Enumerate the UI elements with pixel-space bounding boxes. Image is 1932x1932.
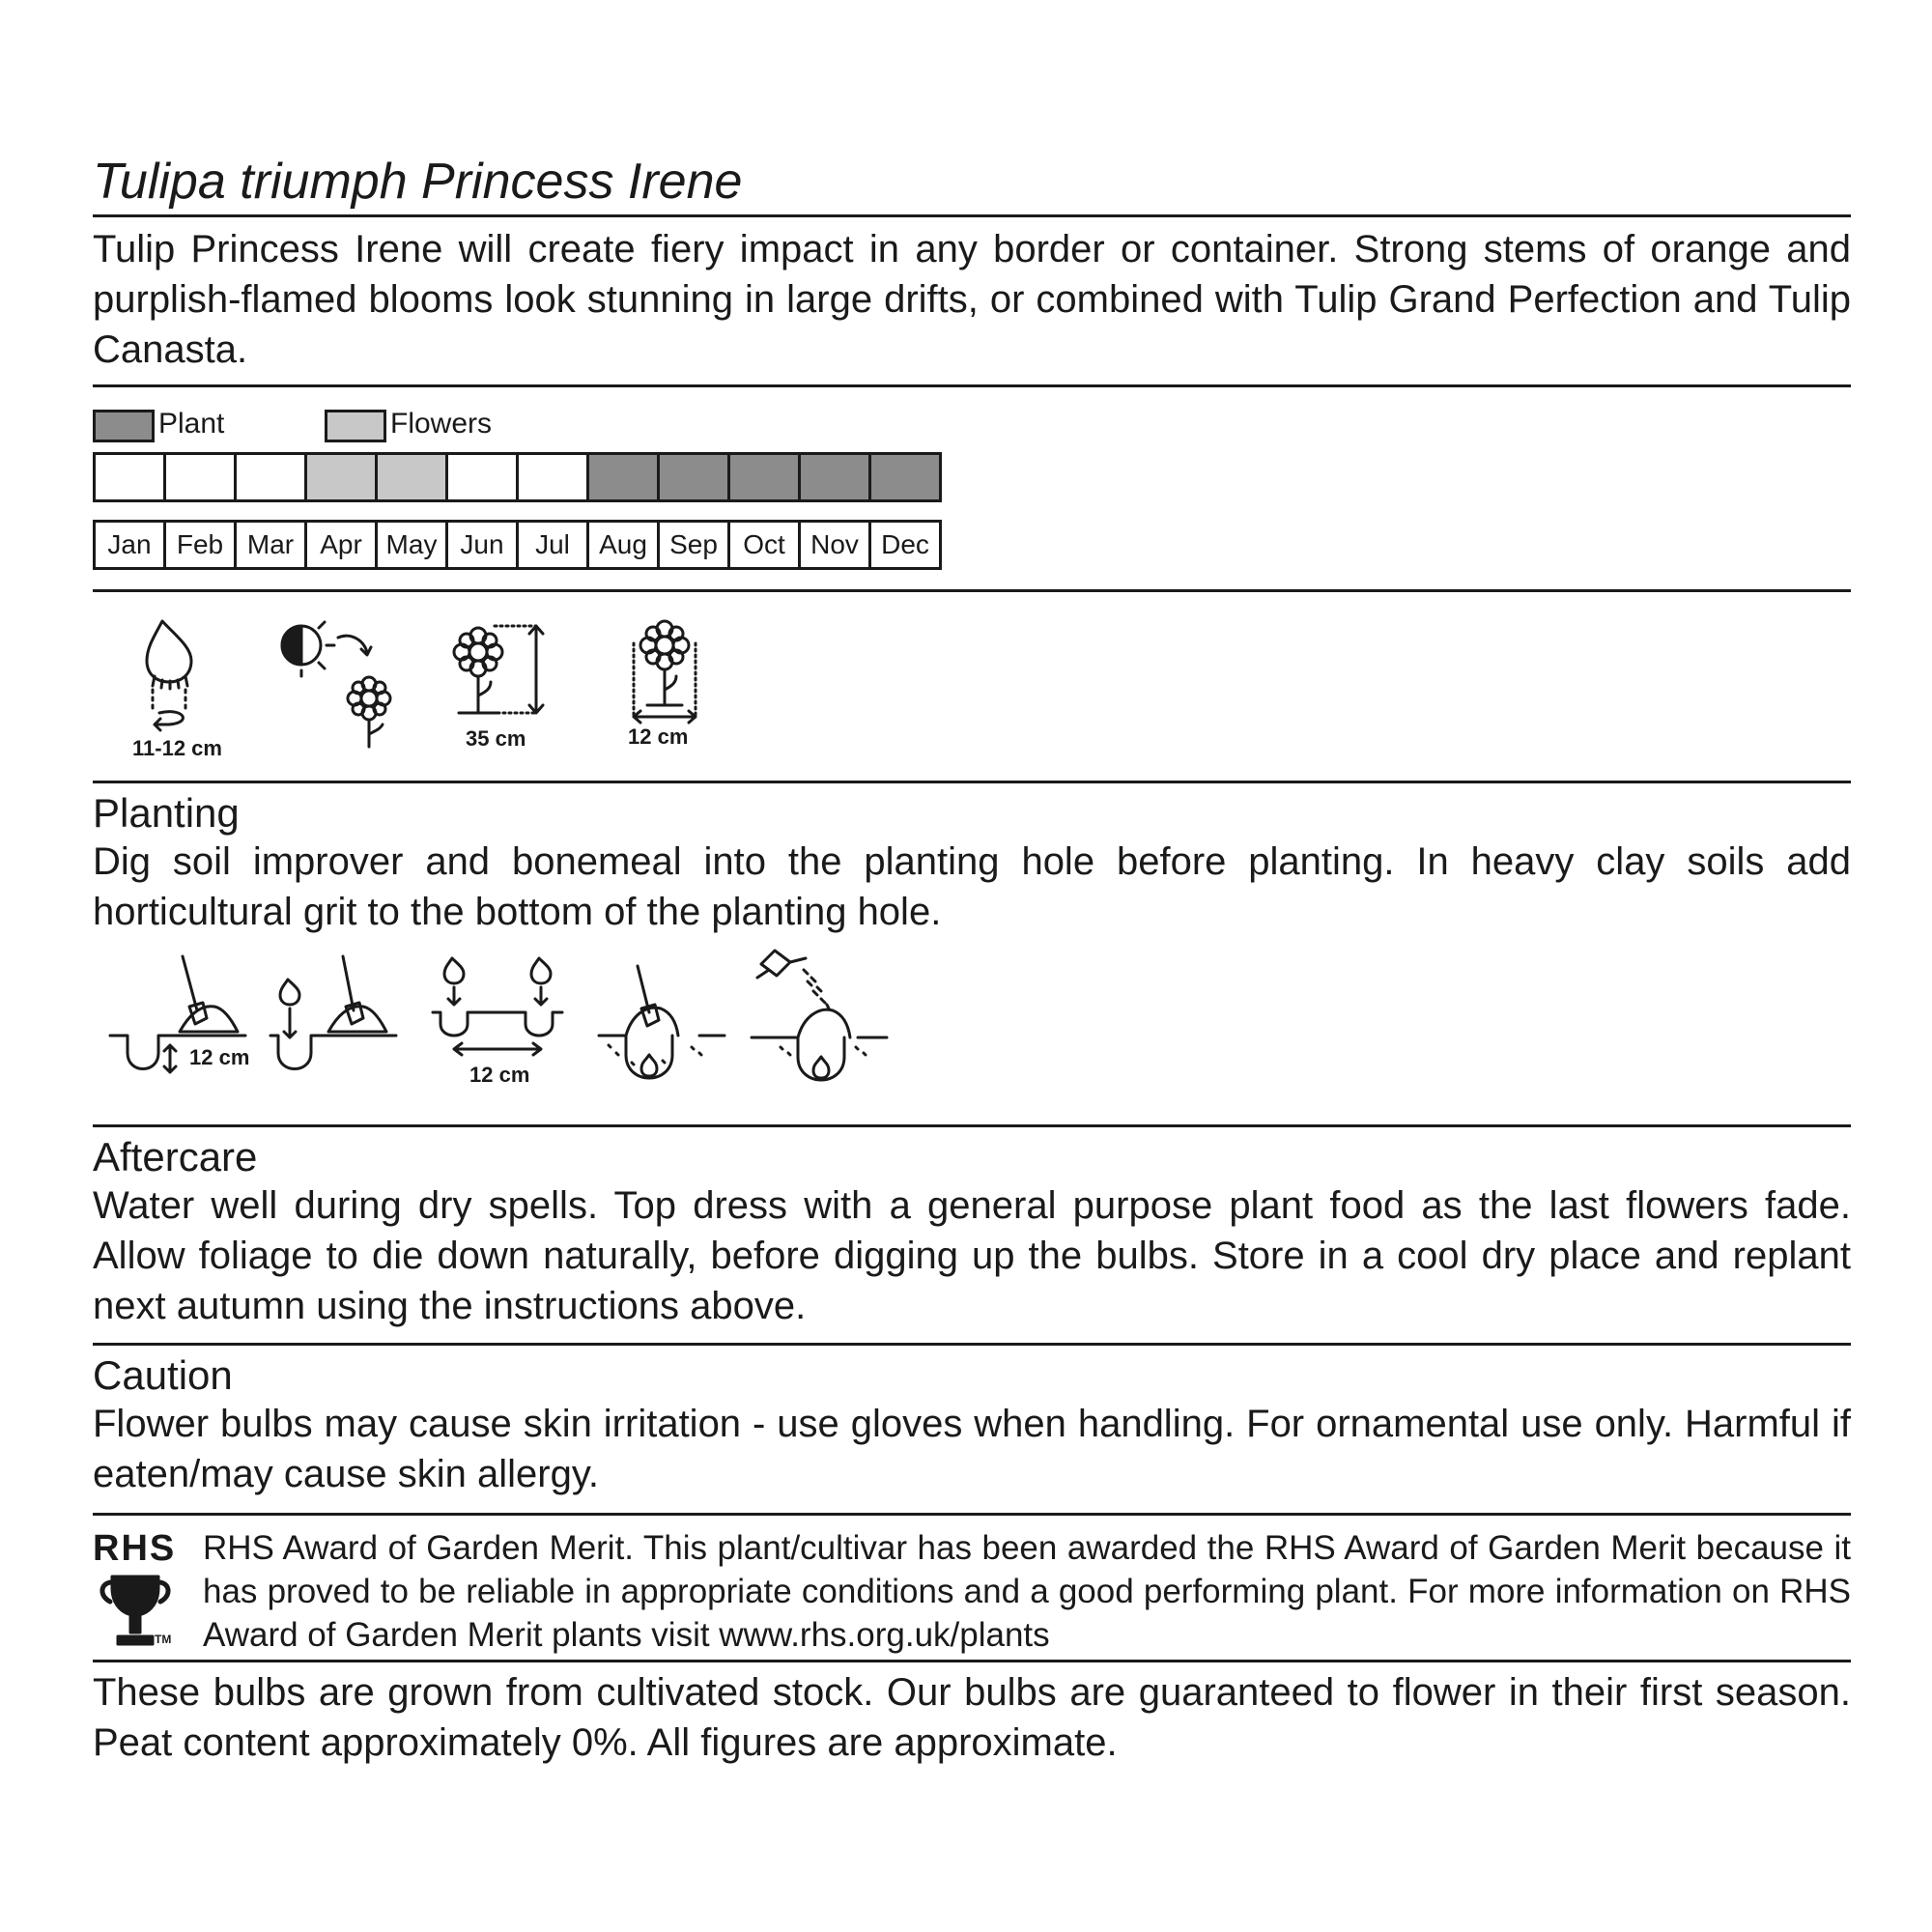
divider [93,589,1851,592]
calendar-cell-jun [445,452,519,502]
rhs-logo: RHS [93,1528,177,1569]
month-label-aug: Aug [586,520,660,570]
month-label-dec: Dec [868,520,942,570]
month-label-may: May [375,520,448,570]
footer-text: These bulbs are grown from cultivated stock. Our bulbs are guaranteed to flower in their first season. Peat content approximately 0%. All figures are approximate. [93,1671,1851,1764]
fill-soil-step-icon [599,966,734,1101]
month-label-apr: Apr [304,520,378,570]
step-spacing-label: 12 cm [469,1063,530,1087]
month-label-jun: Jun [445,520,519,570]
plant-height-icon [444,618,551,724]
planting-heading: Planting [93,790,240,836]
step-depth-label: 12 cm [189,1045,250,1069]
aftercare-heading: Aftercare [93,1134,258,1179]
month-label-oct: Oct [727,520,801,570]
divider [93,1660,1851,1662]
plant-spacing-icon [626,614,703,730]
month-label-jul: Jul [516,520,589,570]
month-label-feb: Feb [163,520,237,570]
legend-plant-label: Plant [158,408,225,440]
sun-shade-icon [272,616,408,752]
divider [93,1513,1851,1516]
calendar-status-row [93,452,939,502]
add-bulb-step-icon [270,956,406,1092]
calendar-cell-jul [516,452,589,502]
divider [93,214,1851,217]
bulb-spacing-step-icon [433,954,568,1099]
calendar-cell-feb [163,452,237,502]
trademark-mark: TM [155,1633,172,1646]
bulb-depth-icon [126,616,213,742]
rhs-award-text: RHS Award of Garden Merit. This plant/cultivar has been awarded the RHS Award of Garden Merit because it has proved to be reliable in appropriate conditions and a good performing plant. For more information on RHS Award of Garden Merit plants visit www.rhs.org.uk/plants [203,1529,1851,1654]
planting-depth-label: 11-12 cm [132,736,222,760]
intro-text: Tulip Princess Irene will create fiery impact in any border or container. Strong stems of orange and purplish-flamed blooms look stunning in large drifts, or combined with Tulip Grand Perfection and Tulip Canasta. [93,228,1851,371]
dig-hole-step-icon [110,956,255,1082]
month-label-jan: Jan [93,520,166,570]
legend-plant-swatch [93,410,155,442]
month-label-sep: Sep [657,520,730,570]
calendar-cell-oct [727,452,801,502]
divider [93,384,1851,387]
calendar-cell-may [375,452,448,502]
calendar-cell-sep [657,452,730,502]
legend-flowers-swatch [325,410,386,442]
divider [93,1124,1851,1127]
water-step-icon [752,956,896,1101]
divider [93,781,1851,783]
aftercare-text: Water well during dry spells. Top dress with a general purpose plant food as the last flowers fade. Allow foliage to die down naturally, before digging up the bulbs. Store in a cool dry place and replant next autumn using the instructions above. [93,1184,1851,1327]
planting-text: Dig soil improver and bonemeal into the planting hole before planting. In heavy clay soils add horticultural grit to the bottom of the planting hole. [93,840,1851,933]
month-label-mar: Mar [234,520,307,570]
plant-height-label: 35 cm [466,726,526,751]
divider [93,1343,1851,1346]
calendar-cell-aug [586,452,660,502]
caution-text: Flower bulbs may cause skin irritation - use gloves when handling. For ornamental use only. Harmful if eaten/may cause skin allergy. [93,1403,1851,1495]
calendar-cell-mar [234,452,307,502]
month-label-nov: Nov [798,520,871,570]
calendar-cell-jan [93,452,166,502]
plant-spacing-label: 12 cm [628,724,689,749]
plant-title: Tulipa triumph Princess Irene [93,154,743,210]
calendar-cell-apr [304,452,378,502]
caution-heading: Caution [93,1352,233,1398]
calendar-month-row [93,520,939,570]
calendar-cell-nov [798,452,871,502]
calendar-cell-dec [868,452,942,502]
legend-flowers-label: Flowers [390,408,493,440]
